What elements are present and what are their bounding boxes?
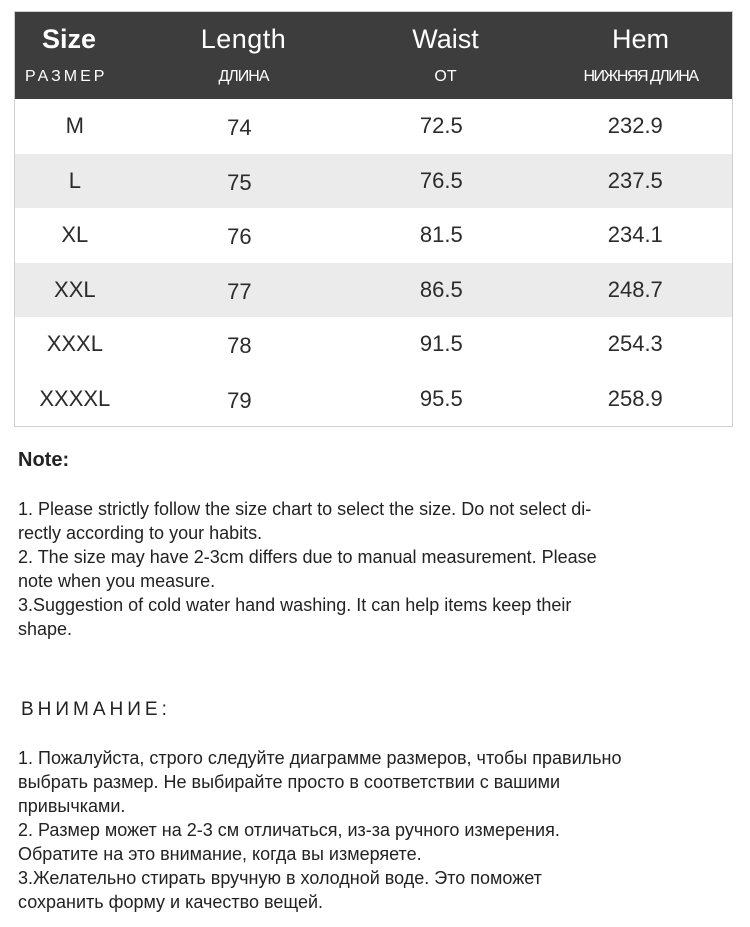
waist-cell: 86.5 bbox=[419, 276, 463, 302]
waist-cell: 91.5 bbox=[419, 331, 463, 357]
note-line: shape. bbox=[18, 619, 73, 639]
note-line: rectly according to your habits. bbox=[18, 523, 263, 543]
note-title-ru: ВНИМАНИЕ: bbox=[21, 699, 171, 720]
note-body-ru bbox=[18, 746, 728, 914]
note-line: 1. Please strictly follow the size chart to select the size. Do not select di- bbox=[18, 499, 592, 519]
table-row bbox=[15, 99, 732, 154]
length-cell: 76 bbox=[227, 224, 252, 250]
length-cell: 79 bbox=[227, 387, 252, 413]
header-size-en: Size bbox=[42, 24, 97, 54]
header-length-en: Length bbox=[200, 24, 287, 54]
table-row bbox=[15, 208, 732, 263]
note-title-en: Note: bbox=[18, 449, 70, 471]
note-line: 1. Пожалуйста, строго следуйте диаграмме размеров, чтобы правильно bbox=[18, 748, 622, 768]
header-hem-ru: НИЖНЯЯ ДЛИНА bbox=[583, 68, 698, 85]
header-size-ru: РАЗМЕР bbox=[25, 68, 108, 85]
size-cell: XL bbox=[61, 222, 89, 248]
header-length-ru: ДЛИНА bbox=[218, 68, 269, 85]
waist-cell: 95.5 bbox=[419, 385, 463, 411]
hem-cell: 232.9 bbox=[607, 113, 663, 139]
header-size bbox=[15, 12, 145, 99]
length-cell: 77 bbox=[227, 278, 252, 304]
header-hem bbox=[549, 12, 732, 99]
size-cell: XXL bbox=[54, 276, 96, 302]
note-line: сохранить форму и качество вещей. bbox=[18, 892, 324, 912]
header-waist-ru: ОТ bbox=[434, 68, 457, 85]
header-waist-en: Waist bbox=[412, 24, 479, 54]
table-row bbox=[15, 372, 732, 427]
table-row bbox=[15, 154, 732, 209]
waist-cell: 72.5 bbox=[419, 113, 463, 139]
size-cell: L bbox=[68, 167, 81, 193]
header-length bbox=[145, 12, 342, 99]
length-cell: 74 bbox=[227, 115, 252, 141]
hem-cell: 258.9 bbox=[607, 385, 663, 411]
hem-cell: 234.1 bbox=[607, 222, 663, 248]
header-hem-en: Hem bbox=[611, 24, 669, 54]
note-line: note when you measure. bbox=[18, 571, 216, 591]
table-row bbox=[15, 317, 732, 372]
size-table bbox=[14, 11, 733, 427]
length-cell: 75 bbox=[227, 169, 252, 195]
hem-cell: 254.3 bbox=[607, 331, 663, 357]
note-line: 2. The size may have 2-3cm differs due to manual measurement. Please bbox=[18, 547, 597, 567]
size-cell: XXXXL bbox=[39, 385, 111, 411]
note-line: 2. Размер может на 2-3 см отличаться, из-за ручного измерения. bbox=[18, 820, 560, 840]
note-line: выбрать размер. Не выбирайте просто в соответствии с вашими bbox=[18, 772, 561, 792]
size-cell: XXXL bbox=[46, 331, 103, 357]
table-row bbox=[15, 263, 732, 318]
length-cell: 78 bbox=[227, 333, 252, 359]
note-line: 3.Желательно стирать вручную в холодной воде. Это поможет bbox=[18, 868, 542, 888]
waist-cell: 76.5 bbox=[419, 167, 463, 193]
note-line: 3.Suggestion of cold water hand washing. It can help items keep their bbox=[18, 595, 572, 615]
hem-cell: 248.7 bbox=[607, 276, 663, 302]
header-waist bbox=[342, 12, 549, 99]
waist-cell: 81.5 bbox=[419, 222, 463, 248]
table-header bbox=[15, 12, 732, 99]
note-line: привычками. bbox=[18, 796, 126, 816]
hem-cell: 237.5 bbox=[607, 167, 663, 193]
size-cell: M bbox=[65, 113, 84, 139]
note-body-en bbox=[18, 497, 728, 641]
note-line: Обратите на это внимание, когда вы измеряете. bbox=[18, 844, 422, 864]
